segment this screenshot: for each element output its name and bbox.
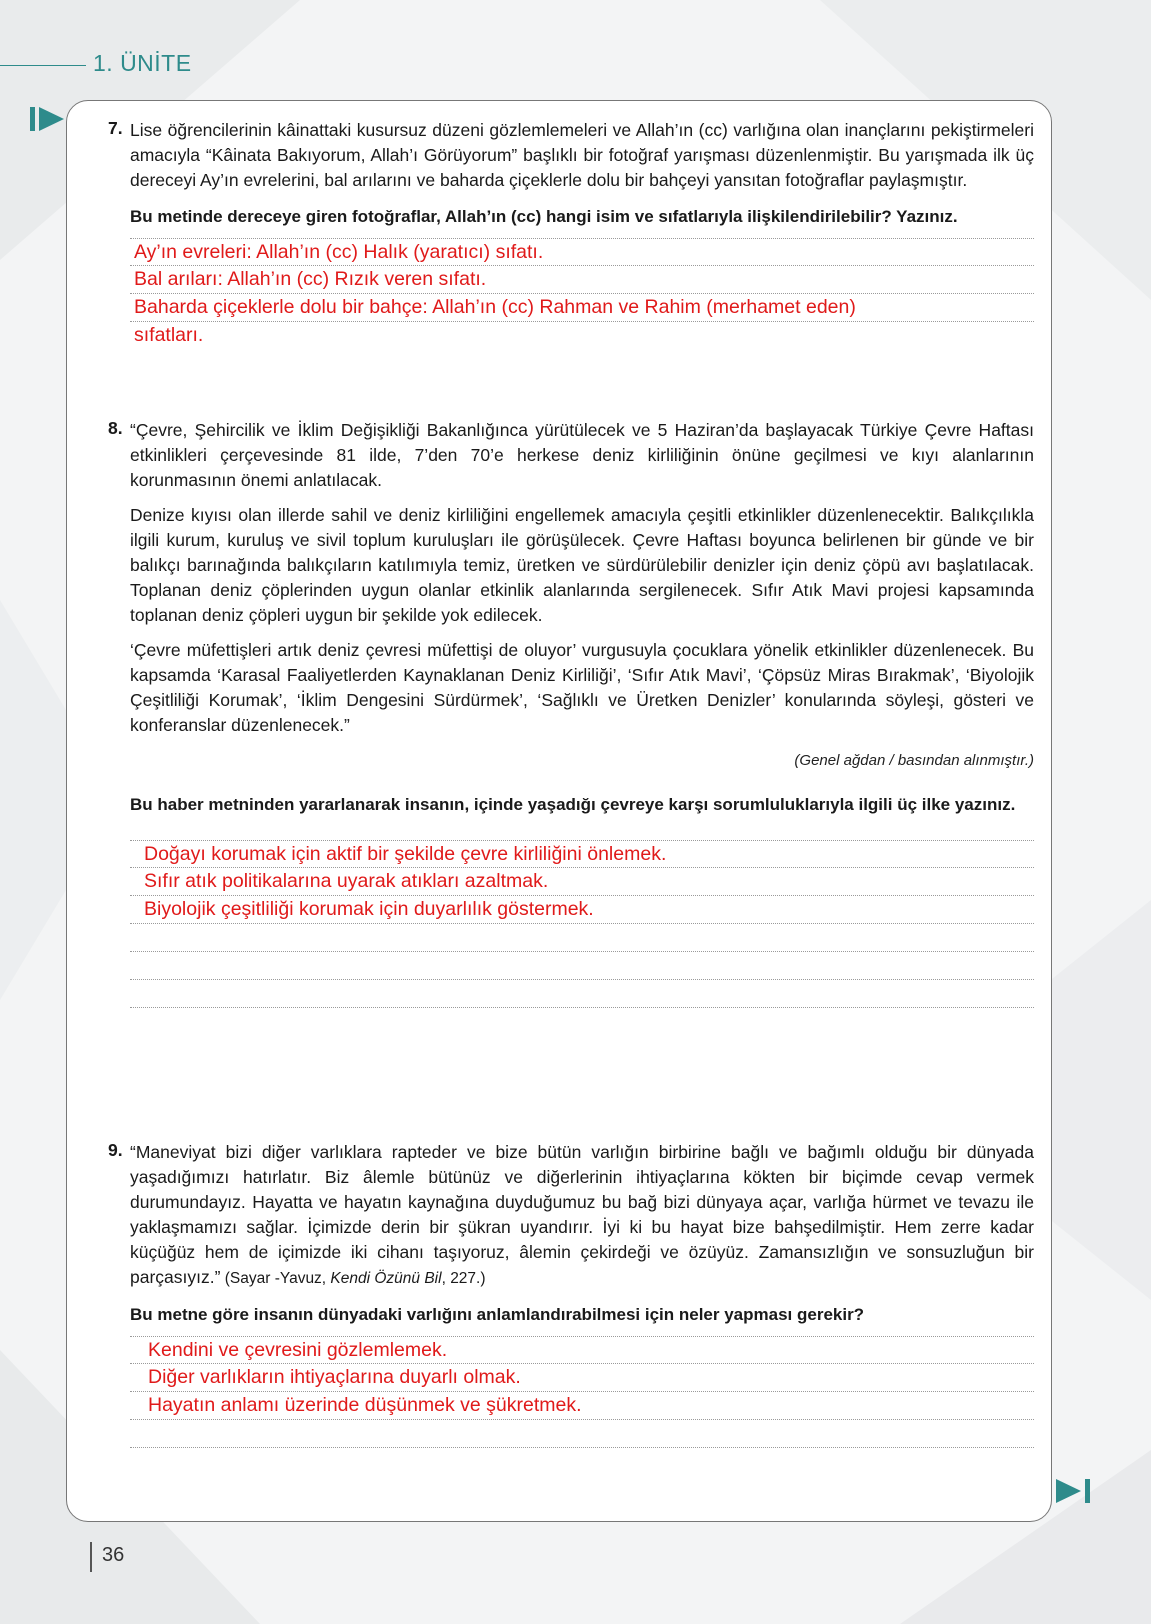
citation-book: Kendi Özünü Bil: [330, 1270, 442, 1287]
quote-body: “Maneviyat bizi diğer varlıklara rapteder ve bize bütün varlığın birbirine bağlı ve bağımlı olduğu bir dünyada yaşadığımızı hatırlatır. Biz âlemle bütünüz ve diğerlerinin ihtiyaçlarına kökten bir biçimde cevap vermek durumundayız. Hayatta ve hayatın kaynağına duyduğumuz bu bağ bizi dünyaya açar, varlığa hürmet ve tevazu ile yaklaşmamızı sağlar. İçimizde derin bir şükran uyandırır. İyi ki bu hayat bize bahşedilmiştir. Hem zerre kadar küçüğüz hem de içimizde iki cihanı taşıyoruz, âlemin çekirdeği ve özüyüz. Zamansızlığın ve sonsuzluğun bir parçasıyız.”: [130, 1142, 1034, 1287]
answer-line: [130, 924, 1034, 952]
answer-area: [130, 1336, 1034, 1448]
answer-line: Doğayı korumak için aktif bir şekilde çevre kirliliğini önlemek.: [130, 840, 1034, 868]
answer-line: Baharda çiçeklerle dolu bir bahçe: Allah’ın (cc) Rahman ve Rahim (merhamet eden): [130, 294, 1034, 322]
question-7: [108, 118, 1034, 350]
news-paragraph: “Çevre, Şehircilik ve İklim Değişikliği Bakanlığınca yürütülecek ve 5 Haziran’da başlayacak Türkiye Çevre Haftası etkinlikleri çerçevesinde 81 ilde, 7’den 70’e herkese deniz kirliliğinin önüne geçilmesi ve kıyı alanlarının korunmasının önemi anlatılacak.: [130, 420, 1034, 490]
page-number: 36: [102, 1544, 125, 1566]
question-prompt: Bu metne göre insanın dünyadaki varlığını anlamlandırabilmesi için neler yapması gerekir?: [130, 1305, 865, 1324]
play-end-icon: [1056, 1476, 1090, 1506]
play-start-icon: [30, 104, 64, 134]
news-paragraph: Denize kıyısı olan illerde sahil ve deniz kirliliğini engellemek amacıyla çeşitli etkinlikler düzenlenecektir. Balıkçılıkla ilgili kurum, kuruluş ve sivil toplum kuruluşları ile görüşülecek. Çevre Haftası boyunca belirlenen bir günde ve bir balıkçı barınağında balıkçıların katılımıyla temiz, üretken ve sürdürülebilir denizler için deniz çöpü avı başlatılacak. Toplanan deniz çöplerinden uygun olanlar etkinlik alanlarında sergilenecek. Sıfır Atık Mavi projesi kapsamında toplanan deniz çöpleri uygun bir şekilde yok edilecek.: [130, 505, 1034, 625]
question-prompt: Bu metinde dereceye giren fotoğraflar, Allah’ın (cc) hangi isim ve sıfatlarıyla ilişkilendirilebilir? Yazınız.: [130, 207, 958, 226]
unit-title: 1. ÜNİTE: [93, 50, 192, 76]
answer-line: Sıfır atık politikalarına uyarak atıkları azaltmak.: [130, 868, 1034, 896]
question-9: [108, 1140, 1034, 1448]
answer-area: [130, 238, 1034, 350]
source-citation: (Genel ağdan / basından alınmıştır.): [794, 752, 1034, 769]
news-paragraph: ‘Çevre müfettişleri artık deniz çevresi müfettişi de oluyor’ vurgusuyla çocuklara yönelik etkinlikler düzenlenecek. Bu kapsamda ‘Karasal Faaliyetlerden Kaynaklanan Deniz Kirliliği’, ‘Sıfır Atık Mavi’, ‘Çöpsüz Miras Bırakmak’, ‘Biyolojik Çeşitliliği Korumak’, ‘İklim Dengesini Sürdürmek’, ‘Sağlıklı ve Üretken Denizler’ konularında söyleşi, gösteri ve konferanslar düzenlenecek.”: [130, 640, 1034, 735]
question-number: 7.: [108, 118, 123, 138]
question-prompt: Bu haber metninden yararlanarak insanın, içinde yaşadığı çevreye karşı sorumluluklarıyla ilgili üç ilke yazınız.: [130, 795, 1016, 814]
answer-area: [130, 840, 1034, 1008]
answer-line: [130, 1420, 1034, 1448]
citation-suffix: , 227.): [441, 1270, 486, 1287]
question-number: 9.: [108, 1140, 123, 1160]
answer-line: Hayatın anlamı üzerinde düşünmek ve şükretmek.: [130, 1392, 1034, 1420]
answer-line: Kendini ve çevresini gözlemlemek.: [130, 1336, 1034, 1364]
quote-text: [130, 1140, 1034, 1291]
answer-line: sıfatları.: [134, 324, 204, 346]
unit-header-rule: [0, 65, 86, 66]
question-8: [108, 418, 1034, 1008]
answer-line: Ay’ın evreleri: Allah’ın (cc) Halık (yaratıcı) sıfatı.: [130, 238, 1034, 266]
page-number-rule: [90, 1542, 92, 1572]
answer-line: Biyolojik çeşitliliği korumak için duyarlılık göstermek.: [130, 896, 1034, 924]
answer-line: Bal arıları: Allah’ın (cc) Rızık veren sıfatı.: [130, 266, 1034, 294]
citation-prefix: (Sayar -Yavuz,: [220, 1270, 331, 1287]
answer-line: [130, 952, 1034, 980]
question-number: 8.: [108, 418, 123, 438]
answer-line: [130, 980, 1034, 1008]
question-text: Lise öğrencilerinin kâinattaki kusursuz düzeni gözlemlemeleri ve Allah’ın (cc) varlığına olan inançlarını pekiştirmeleri amacıyla “Kâinata Bakıyorum, Allah’ı Görüyorum” başlıklı bir fotoğraf yarışması düzenlenmiştir. Bu yarışmada ilk üç dereceyi Ay’ın evrelerini, bal arılarını ve baharda çiçeklerle dolu bir bahçeyi yansıtan fotoğraflar paylaşmıştır.: [130, 120, 1034, 190]
answer-line: Diğer varlıkların ihtiyaçlarına duyarlı olmak.: [130, 1364, 1034, 1392]
